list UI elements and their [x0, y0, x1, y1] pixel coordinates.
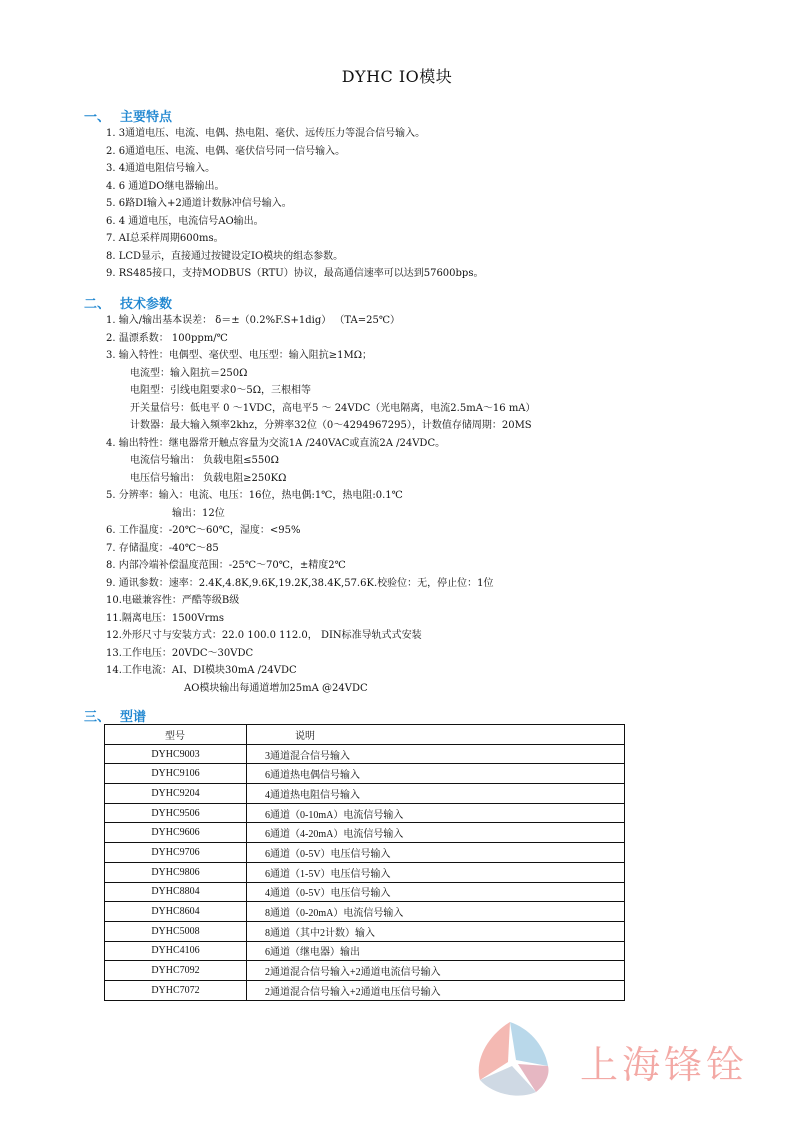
table-row	[105, 843, 625, 863]
description-cell: 2通道混合信号输入+2通道电流信号输入	[247, 961, 625, 981]
list-item: 4. 6 通道DO继电器输出。	[106, 180, 225, 192]
model-cell: DYHC9506	[105, 803, 247, 823]
table-row	[105, 882, 625, 902]
description-cell: 4通道热电阻信号输入	[247, 784, 625, 804]
model-cell: DYHC9606	[105, 823, 247, 843]
list-item: 计数器：最大输入频率2khz，分辨率32位（0～4294967295），计数值存储周期：20MS	[130, 420, 532, 431]
list-item: 9. RS485接口，支持MODBUS（RTU）协议，最高通信速率可以达到57600bps。	[106, 268, 484, 279]
list-item: 1. 输入/输出基本误差： δ＝±（0.2%F.S+1dig） （TA=25℃）	[106, 315, 401, 326]
section-number: 一、	[84, 110, 111, 125]
section-number: 三、	[84, 710, 111, 725]
list-item: 2. 6通道电压、电流、电偶、毫伏信号同一信号输入。	[106, 145, 346, 157]
description-cell: 4通道（0-5V）电压信号输入	[247, 882, 625, 902]
section-heading-features	[84, 106, 172, 125]
models-table	[104, 724, 625, 1001]
document-title: DYHC IO模块	[341, 67, 453, 86]
list-item: 开关量信号：低电平 0 ～1VDC，高电平5 ～ 24VDC（光电隔离，电流2.5mA～16 mA）	[130, 402, 536, 414]
table-row	[105, 823, 625, 843]
list-item: AO模块输出每通道增加25mA @24VDC	[184, 682, 368, 694]
table-row	[105, 980, 625, 1000]
table-row	[105, 862, 625, 882]
section-title: 主要特点	[120, 110, 173, 125]
description-cell: 6通道热电偶信号输入	[247, 764, 625, 784]
table-row	[105, 784, 625, 804]
model-cell: DYHC5008	[105, 921, 247, 941]
list-item: 电流信号输出： 负载电阻≤550Ω	[130, 455, 279, 466]
description-cell: 6通道（继电器）输出	[247, 941, 625, 961]
section-heading-models	[84, 706, 146, 725]
list-item: 电流型：输入阻抗＝250Ω	[130, 367, 248, 379]
table-row	[105, 902, 625, 922]
list-item: 10.电磁兼容性：严酷等级B级	[106, 595, 240, 606]
list-item: 电压信号输出： 负载电阻≥250KΩ	[130, 472, 287, 484]
model-cell: DYHC8804	[105, 882, 247, 902]
column-header-model: 型号	[105, 725, 247, 745]
list-item: 输出：12位	[172, 507, 225, 519]
model-cell: DYHC9706	[105, 843, 247, 863]
description-cell: 6通道（1-5V）电压信号输入	[247, 862, 625, 882]
list-item: 11.隔离电压：1500Vrms	[106, 612, 224, 624]
list-item: 1. 3通道电压、电流、电偶、热电阻、毫伏、远传压力等混合信号输入。	[106, 128, 426, 139]
watermark-text: 上海锋铨	[580, 1043, 749, 1087]
section-heading-specs	[84, 293, 172, 312]
model-cell: DYHC9106	[105, 764, 247, 784]
description-cell: 6通道（0-5V）电压信号输入	[247, 843, 625, 863]
table-row	[105, 744, 625, 764]
list-item: 2. 温漂系数： 100ppm/℃	[106, 332, 228, 344]
model-cell: DYHC9204	[105, 784, 247, 804]
table-row	[105, 803, 625, 823]
list-item: 5. 分辨率：输入：电流、电压：16位，热电偶:1℃，热电阻:0.1℃	[106, 490, 403, 501]
section-title: 技术参数	[120, 297, 173, 312]
features-list	[106, 125, 483, 283]
table-header-row	[105, 725, 625, 745]
model-cell: DYHC4106	[105, 941, 247, 961]
list-item: 4. 输出特性：继电器常开触点容量为交流1A /240VAC或直流2A /24VDC。	[106, 437, 446, 449]
models-table-body	[105, 744, 625, 1000]
section-title: 型谱	[120, 710, 147, 725]
list-item: 9. 通讯参数：速率：2.4K,4.8K,9.6K,19.2K,38.4K,57.6K.校验位：无，停止位：1位	[106, 577, 494, 589]
list-item: 7. 存储温度：-40℃～85	[106, 542, 219, 554]
table-row	[105, 961, 625, 981]
description-cell: 6通道（0-10mA）电流信号输入	[247, 803, 625, 823]
description-cell: 2通道混合信号输入+2通道电压信号输入	[247, 980, 625, 1000]
description-cell: 8通道（0-20mA）电流信号输入	[247, 902, 625, 922]
table-row	[105, 941, 625, 961]
list-item: 6. 工作温度：-20℃～60℃，湿度：<95%	[106, 525, 301, 536]
description-cell: 6通道（4-20mA）电流信号输入	[247, 823, 625, 843]
model-cell: DYHC7092	[105, 961, 247, 981]
list-item: 13.工作电压：20VDC～30VDC	[106, 647, 254, 659]
description-cell: 3通道混合信号输入	[247, 744, 625, 764]
list-item: 电阻型：引线电阻要求0～5Ω，三根相等	[130, 385, 312, 396]
list-item: 3. 输入特性：电偶型、毫伏型、电压型：输入阻抗≥1MΩ；	[106, 350, 372, 361]
model-cell: DYHC7072	[105, 980, 247, 1000]
table-row	[105, 764, 625, 784]
list-item: 7. AI总采样周期600ms。	[106, 233, 224, 244]
specs-list	[106, 312, 536, 697]
table-row	[105, 921, 625, 941]
model-cell: DYHC9003	[105, 744, 247, 764]
model-cell: DYHC9806	[105, 862, 247, 882]
column-header-description: 说明	[247, 725, 625, 745]
list-item: 6. 4 通道电压，电流信号AO输出。	[106, 215, 264, 227]
list-item: 8. LCD显示，直接通过按键设定IO模块的组态参数。	[106, 250, 344, 262]
list-item: 12.外形尺寸与安装方式：22.0 100.0 112.0， DIN标准导轨式式安装	[106, 630, 422, 641]
list-item: 14.工作电流：AI、DI模块30mA /24VDC	[106, 665, 297, 676]
section-number: 二、	[84, 297, 111, 312]
list-item: 8. 内部冷端补偿温度范围：-25℃～70℃，±精度2℃	[106, 560, 346, 571]
list-item: 5. 6路DI输入+2通道计数脉冲信号输入。	[106, 198, 292, 209]
model-cell: DYHC8604	[105, 902, 247, 922]
list-item: 3. 4通道电阻信号输入。	[106, 163, 216, 174]
description-cell: 8通道（其中2计数）输入	[247, 921, 625, 941]
